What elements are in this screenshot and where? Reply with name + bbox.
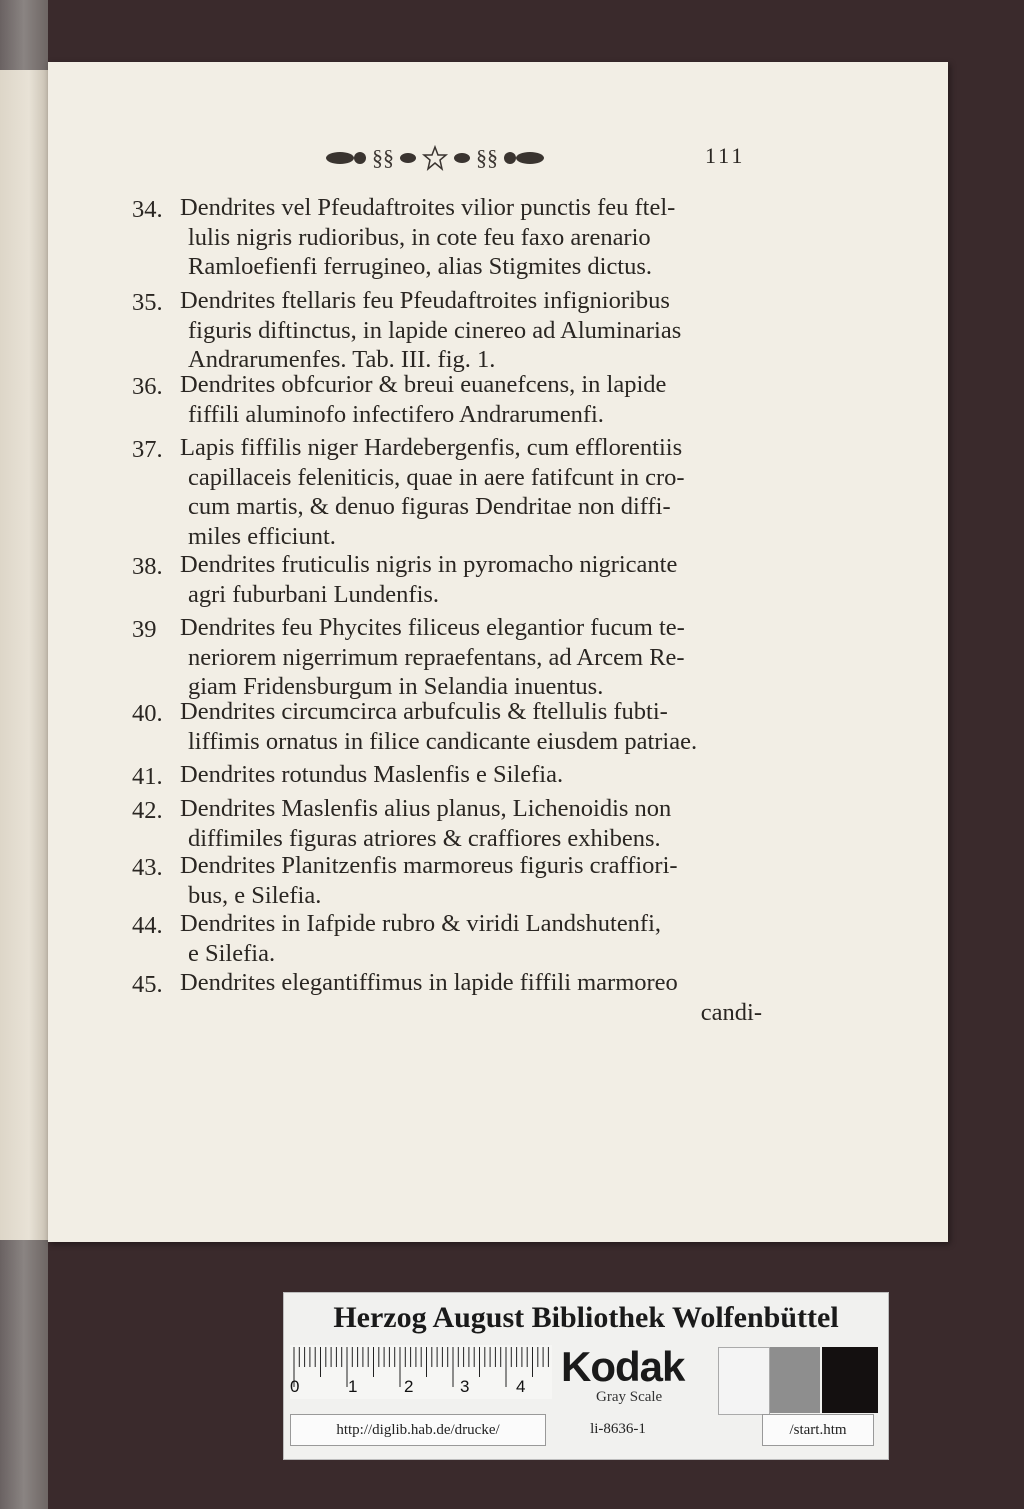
entry-number: 34.: [132, 196, 163, 223]
library-title: Herzog August Bibliothek Wolfenbüttel: [333, 1301, 839, 1334]
gray-patch-black: [822, 1347, 878, 1413]
entry-item: [132, 370, 762, 429]
entry-line: diffimiles figuras atriores & craffiores exhibens.: [188, 824, 661, 852]
entry-number: 39: [132, 616, 157, 643]
entry-number: 43.: [132, 854, 163, 881]
entry-line: Dendrites circumcirca arbufculis & ftellulis fubti-: [180, 698, 668, 725]
shelfmark-label: li-8636-1: [590, 1421, 646, 1437]
entry-line: Dendrites vel Pfeudaftroites vilior punctis feu ftel-: [180, 194, 676, 221]
page-number: 111: [705, 143, 746, 168]
ruler-label: 1: [348, 1377, 358, 1396]
entry-line: agri fuburbani Lundenfis.: [188, 580, 440, 608]
svg-text:§§: §§: [372, 145, 394, 170]
entry-line: neriorem nigerrimum repraefentans, ad Arcem Re-: [188, 643, 685, 671]
catchword: candi-: [700, 998, 762, 1026]
entry-line: Dendrites Maslenfis alius planus, Lichenoidis non: [180, 795, 672, 822]
gray-patch-white: [718, 1347, 770, 1415]
entry-line: Andrarumenfes. Tab. III. fig. 1.: [188, 346, 496, 373]
entry-line: giam Fridensburgum in Selandia inuentus.: [188, 673, 604, 700]
entry-item: [132, 760, 762, 790]
entry-number: 35.: [132, 289, 163, 316]
entry-line: Dendrites elegantiffimus in lapide fiffili marmoreo: [180, 969, 678, 996]
entry-item: [132, 550, 762, 609]
entry-item: [132, 909, 762, 968]
entry-number: 36.: [132, 373, 163, 400]
svg-text:§§: §§: [476, 145, 498, 170]
entry-number: 40.: [132, 700, 163, 727]
entry-line: Dendrites rotundus Maslenfis e Silefia.: [180, 761, 564, 788]
entry-line: Dendrites in Iafpide rubro & viridi Landshutenfi,: [180, 910, 662, 937]
library-target-strip: [283, 1292, 889, 1460]
entry-line: Dendrites ftellaris feu Pfeudaftroites infignioribus: [180, 287, 670, 314]
entry-number: 44.: [132, 912, 163, 939]
entry-line: Dendrites fruticulis nigris in pyromacho nigricante: [180, 551, 678, 578]
gray-scale-label: Gray Scale: [596, 1389, 663, 1405]
entry-number: 42.: [132, 797, 163, 824]
header-ornament-icon: [320, 143, 550, 173]
entry-item: [132, 613, 762, 702]
entry-item: [132, 794, 762, 853]
ruler-label: 3: [460, 1377, 470, 1396]
entry-line: Dendrites feu Phycites filiceus elegantior fucum te-: [180, 614, 685, 641]
entry-line: figuris diftinctus, in lapide cinereo ad Aluminarias: [188, 316, 682, 344]
entry-item: [132, 968, 762, 1027]
entry-line: Lapis fiffilis niger Hardebergenfis, cum efflorentiis: [180, 434, 683, 461]
entry-item: [132, 851, 762, 910]
entry-line: e Silefia.: [188, 939, 276, 967]
gray-patch-mid: [770, 1347, 820, 1413]
kodak-logo: Kodak: [561, 1343, 685, 1390]
previous-page-edge: [0, 70, 48, 1240]
entry-line: lulis nigris rudioribus, in cote feu faxo arenario: [188, 223, 651, 251]
url-label: http://diglib.hab.de/drucke/: [290, 1414, 546, 1446]
entry-line: fiffili aluminofo infectifero Andrarumenfi.: [188, 400, 604, 428]
entry-item: [132, 433, 762, 551]
entry-line: bus, e Silefia.: [188, 881, 322, 909]
entry-number: 41.: [132, 763, 163, 790]
entry-line: cum martis, & denuo figuras Dendritae non diffi-: [188, 493, 671, 520]
ruler-label: 2: [404, 1377, 414, 1396]
entry-number: 37.: [132, 436, 163, 463]
entry-item: [132, 286, 762, 375]
entry-line: liffimis ornatus in filice candicante eiusdem patriae.: [188, 727, 698, 755]
entry-item: [132, 697, 762, 756]
entry-line: Dendrites Planitzenfis marmoreus figuris craffiori-: [180, 852, 678, 879]
start-label: /start.htm: [762, 1414, 874, 1446]
entry-number: 38.: [132, 553, 163, 580]
entry-line: miles efficiunt.: [188, 522, 336, 550]
ruler-label: 4: [516, 1377, 526, 1396]
entry-line: capillaceis feleniticis, quae in aere fatifcunt in cro-: [188, 463, 685, 491]
entry-number: 45.: [132, 971, 163, 998]
entry-line: Ramloefienfi ferrugineo, alias Stigmites dictus.: [188, 253, 653, 280]
entry-item: [132, 193, 762, 282]
ruler-labels: [290, 1377, 552, 1401]
ruler-label: 0: [290, 1377, 300, 1396]
entry-line: Dendrites obfcurior & breui euanefcens, in lapide: [180, 371, 667, 398]
